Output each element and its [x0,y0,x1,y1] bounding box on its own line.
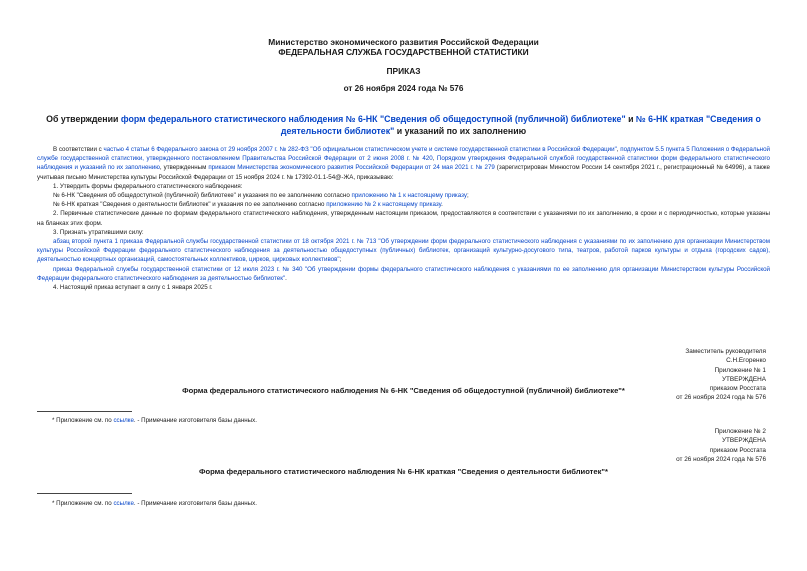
link-appendix-2[interactable]: приложению № 2 к настоящему приказу [326,201,442,209]
item-4: 4. Настоящий приказ вступает в силу с 1 января 2025 г. [53,284,213,292]
order-date: от 26 ноября 2024 года № 576 [343,84,464,93]
footnote-2-link[interactable]: ссылке [113,500,134,507]
item-3b: приказ Федеральной службы государственной статистики от 12 июля 2023 г. № 340 "Об утверждении формы федерального статистического наблюдения с указаниями по ее заполнению для организации Министерством культуры Российской Федерации федерального статистического наблюдения за деятельностью библиотек". [37,265,770,282]
appendix1-by: приказом Росстата [709,385,766,393]
order-title: Об утверждении форм федерального статистического наблюдения № 6-НК "Сведения об общедоступной (публичной) библиотеке" и № 6-НК краткая "Сведения о деятельности библиотек" и указаний по их заполнению [46,114,761,136]
item-2: 2. Первичные статистические данные по формам федерального статистического наблюдения, утвержденным настоящим приказом, предоставляются в соответствии с указаниями по их заполнению, в сроки и с периодичностью, которые указаны на бланках этих форм. [37,210,770,227]
link-order-340[interactable]: приказ Федеральной службы государственной статистики от 12 июля 2023 г. № 340 "Об утверждении формы федерального статистического наблюдения с указаниями по ее заполнению для организации Министерством культуры Российской Федерации федерального статистического наблюдения за деятельностью библиотек" [37,265,770,282]
item-1: 1. Утвердить формы федерального статистического наблюдения: [53,182,243,190]
appendix2-number: Приложение № 2 [714,428,766,435]
link-approval-procedure[interactable]: Порядком утверждения Федеральной службой государственной статистики форм федерального статистического наблюдения и указаний по их заполнению [37,155,770,172]
item-3: 3. Признать утратившими силу: [53,228,144,236]
signatory-name: С.Н.Егоренко [726,357,766,365]
appendix1-date: от 26 ноября 2024 года № 576 [676,394,766,402]
link-regulation-420[interactable]: подпунктом 5.5 пункта 5 Положения о Федеральной службе государственной статистики, утвержденного постановлением Правительства Российской Федерации от 2 июня 2008 г. № 420 [37,146,770,163]
appendix1-number: Приложение № 1 [714,366,766,374]
appendix2-date: от 26 ноября 2024 года № 576 [676,455,766,463]
preamble: В соответствии с частью 4 статьи 6 Федерального закона от 29 ноября 2007 г. № 282-ФЗ "Об официальном статистическом учете и системе государственной статистики в Российской Федерации", подпунктом 5.5 пункта 5 Положения о Федеральной службе государственной статистики, утвержденного постановлением Правительства Российской Федерации от 2 июня 2008 г. № 420, Порядком утверждения Федеральной службой государственной статистики форм федерального статистического наблюдения и указаний по их заполнению, утвержденным приказом Министерства экономического развития Российской Федерации от 24 мая 2021 г. № 279 (зарегистрирован Минюстом России 14 сентября 2021 г., регистрационный № 64996), а также учитывая письмо Министерства культуры Российской Федерации от 15 ноября 2024 г. № 17392-01.1-54@-ЖА, приказываю: [37,146,770,181]
footnote-divider [37,493,132,494]
appendix2-form-title: Форма федерального статистического наблюдения № 6-НК краткая "Сведения о деятельности библиотек"* [199,467,608,476]
item-1a: № 6-НК "Сведения об общедоступной (публичной) библиотеке" и указания по ее заполнению согласно приложению № 1 к настоящему приказу; [53,192,469,200]
order-body [37,145,770,292]
item-1b: № 6-НК краткая "Сведения о деятельности библиотек" и указания по ее заполнению согласно приложению № 2 к настоящему приказу. [53,201,443,209]
ministry-name: Министерство экономического развития Российской Федерации [268,37,539,47]
appendix2-by: приказом Росстата [709,446,766,454]
appendix2-block [676,427,766,464]
footnote-1: * Приложение см. по ссылке. - Примечание изготовителя базы данных. [52,417,257,424]
link-order-713[interactable]: абзац второй пункта 1 приказа Федеральной службы государственной статистики от 18 октября 2021 г. № 713 "Об утверждении форм федерального статистического наблюдения с указаниями по их заполнению для организации Министерством культуры Российской Федерации федерального статистического наблюдения за деятельностью общедоступных (публичных) библиотек, организаций культурно-досугового типа, театров, работой парков культуры и отдыха (городских садов), деятельностью концертных организаций, самостоятельных коллективов, цирков, цирковых коллективов" [37,238,770,264]
appendix1-form-title: Форма федерального статистического наблюдения № 6-НК "Сведения об общедоступной (публичной) библиотеке"* [182,386,625,395]
appendix1-approved: УТВЕРЖДЕНА [721,375,766,383]
footnote-1-link[interactable]: ссылке [113,417,134,424]
title-link-form-6nk[interactable]: форм федерального статистического наблюдения № 6-НК "Сведения об общедоступной (публичной) библиотеке" [120,114,626,124]
footnote-2: * Приложение см. по ссылке. - Примечание изготовителя базы данных. [52,500,257,507]
order-label: ПРИКАЗ [386,66,421,76]
item-3a: абзац второй пункта 1 приказа Федеральной службы государственной статистики от 18 октября 2021 г. № 713 "Об утверждении форм федерального статистического наблюдения с указаниями по их заполнению для организации Министерством культуры Российской Федерации федерального статистического наблюдения за деятельностью общедоступных (публичных) библиотек, организаций культурно-досугового типа, театров, работой парков культуры и отдыха (городских садов), деятельностью концертных организаций, самостоятельных коллективов, цирков, цирковых коллективов"; [37,238,770,264]
title-link-form-6nk-short[interactable]: № 6-НК краткая "Сведения о деятельности библиотек" [280,114,761,136]
footnote-divider [37,411,132,412]
link-law-282fz[interactable]: частью 4 статьи 6 Федерального закона от 29 ноября 2007 г. № 282-ФЗ "Об официальном статистическом учете и системе государственной статистики в Российской Федерации" [103,146,617,153]
link-order-279[interactable]: приказом Министерства экономического развития Российской Федерации от 24 мая 2021 г. № 279 [208,164,495,172]
service-name: ФЕДЕРАЛЬНАЯ СЛУЖБА ГОСУДАРСТВЕННОЙ СТАТИСТИКИ [278,47,529,57]
signatory-position: Заместитель руководителя [685,348,766,355]
link-appendix-1[interactable]: приложению № 1 к настоящему приказу [351,192,467,200]
appendix2-approved: УТВЕРЖДЕНА [721,437,766,445]
